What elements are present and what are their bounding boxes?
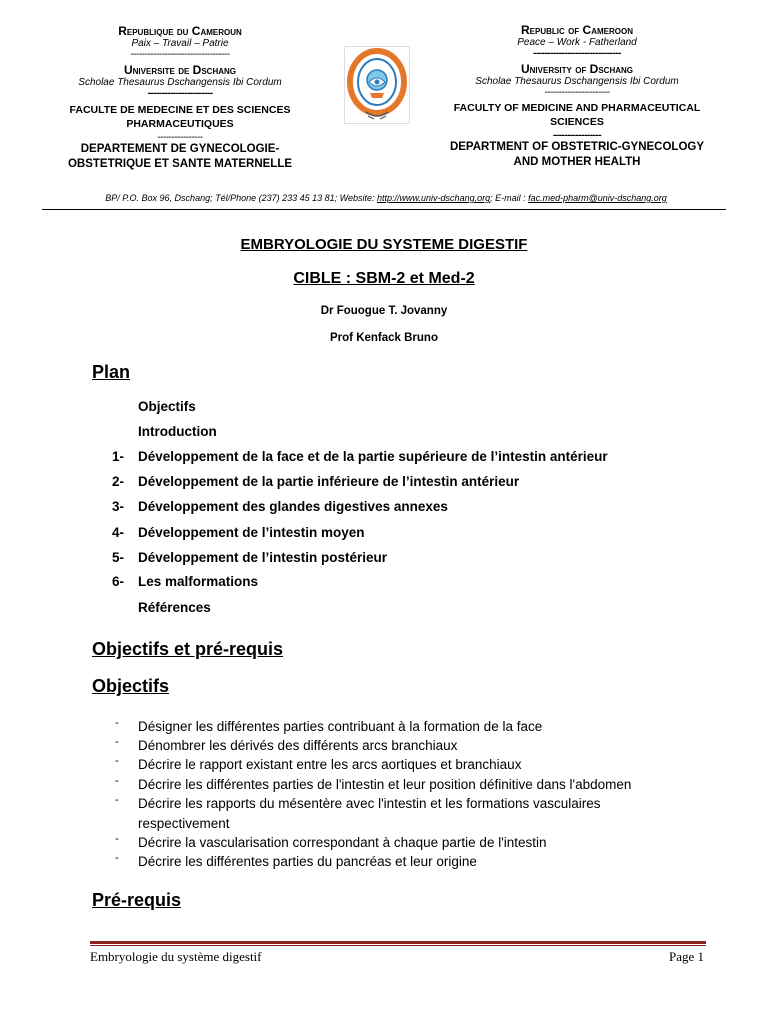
plan-heading: Plan [92,362,131,382]
country-fr: Republique du Cameroun [118,24,242,38]
document-target: CIBLE : SBM-2 et Med-2 [293,270,475,287]
faculty-fr: FACULTE DE MEDECINE ET DES SCIENCES PHARMACEUTIQUES [69,104,291,130]
contact-middle: ; E-mail : [490,193,529,203]
plan-item: Références [138,600,211,615]
separator: ---------------- [157,132,203,143]
page-number: Page 1 [668,949,704,964]
contact-prefix: BP/ P.O. Box 96, Dschang; Tél/Phone (237) 233 45 13 81; Website: [105,193,378,203]
header-left-block [50,24,310,172]
prerequisites-heading: Pré-requis [92,890,182,910]
objectives-prereq-heading: Objectifs et pré-requis [92,639,284,659]
list-item: - Désigner les différentes parties contribuant à la formation de la face [115,717,543,734]
footer-title: Embryologie du système digestif [90,949,262,964]
email-link[interactable]: fac.med-pharm@univ-dschang.org [528,193,667,203]
list-item: - Décrire la vascularisation correspondant à chaque partie de l'intestin [115,833,547,850]
contact-line [36,193,736,203]
department-en: DEPARTMENT OF OBSTETRIC-GYNECOLOGY AND MOTHER HEALTH [449,141,705,168]
list-item: - Décrire les rapports du mésentère avec l'intestin et les formations vasculaires respectivement [115,794,601,831]
university-motto-fr: Scholae Thesaurus Dschangensis Ibi Cordum [78,77,282,88]
website-link[interactable]: http://www.univ-dschang.org [377,193,491,203]
separator: ----------------------------------- [130,49,230,60]
department-fr: DEPARTEMENT DE GYNECOLOGIE-OBSTETRIQUE ET SANTE MATERNELLE [67,143,293,170]
plan-item: 4- Développement de l’intestin moyen [112,525,365,540]
footer-divider [90,941,706,944]
separator: ----------------------- [544,87,610,98]
separator: ------------------------------- [533,48,621,59]
university-motto-en: Scholae Thesaurus Dschangensis Ibi Cordum [475,76,679,87]
university-en: University of Dschang [520,62,633,76]
university-fr: Universite de Dschang [123,63,236,77]
faculty-en: FACULTY OF MEDICINE AND PHARMACEUTICAL SCIENCES [453,102,701,128]
footer-divider [90,945,706,946]
list-item: - Décrire les différentes parties du pancréas et leur origine [115,852,477,869]
document-title: EMBRYOLOGIE DU SYSTEME DIGESTIF [240,236,528,253]
header-divider [42,209,726,210]
author-1: Dr Fouogue T. Jovanny [320,305,448,317]
plan-item: 6- Les malformations [112,574,259,589]
country-en: Republic of Cameroon [521,23,633,37]
motto-fr: Paix – Travail – Patrie [131,38,229,49]
list-item: - Décrire le rapport existant entre les arcs aortiques et branchiaux [115,755,522,772]
header-right-block [448,23,706,170]
plan-item: 2- Développement de la partie inférieure de l’intestin antérieur [112,474,520,489]
separator: ----------------------- [147,88,213,99]
list-item: - Décrire les différentes parties de l'intestin et leur position définitive dans l'abdomen [115,775,632,792]
plan-item: 3- Développement des glandes digestives annexes [112,499,448,514]
motto-en: Peace – Work - Fatherland [517,37,637,48]
plan-item: Introduction [138,424,217,439]
objectives-heading: Objectifs [92,676,170,696]
plan-item: Objectifs [138,399,196,414]
author-2: Prof Kenfack Bruno [330,332,438,344]
separator: ----------------- [552,130,602,141]
plan-item: 5- Développement de l’intestin postérieur [112,550,388,565]
plan-item: 1- Développement de la face et de la partie supérieure de l’intestin antérieur [112,449,608,464]
university-seal-icon [344,46,410,124]
list-item: - Dénombrer les dérivés des différents arcs branchiaux [115,736,458,753]
